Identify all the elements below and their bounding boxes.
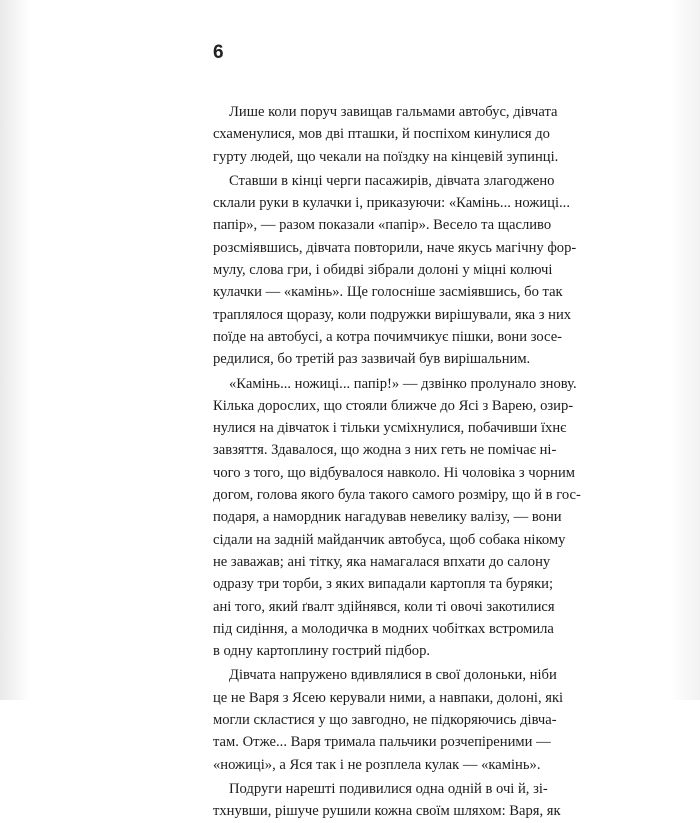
text-line: це не Варя з Ясею керували ними, а навпаки, долоні, які <box>213 689 564 706</box>
page-number: 6 <box>213 42 224 63</box>
text-line: схаменулися, мов дві пташки, й поспіхом кинулися до <box>213 126 550 143</box>
text-line: нулися на дівчаток і тільки усміхнулися, побачивши їхнє <box>213 420 567 437</box>
text-line: в одну картоплину гострий підбор. <box>213 643 431 660</box>
text-line: траплялося щоразу, коли подружки вирішували, яка з них <box>213 306 572 323</box>
text-line: догом, голова якого була такого самого розміру, що й в гос- <box>213 487 581 504</box>
text-line: чого з того, що відбувалося навколо. Ні чоловіка з чорним <box>213 464 576 481</box>
body-text <box>213 101 581 823</box>
text-line: під сидіння, а молодичка в модних чобітках встромила <box>213 620 554 637</box>
text-line: завзяття. Здавалося, що жодна з них геть не помічає ні- <box>213 442 557 459</box>
text-line: мулу, слова гри, і обидві зібрали долоні у міцні колючі <box>213 262 553 279</box>
text-line: папір», — разом показали «папір». Весело та щасливо <box>213 217 552 234</box>
text-line: тхнувши, рішуче рушили кожна своїм шляхом: Варя, як <box>213 803 561 820</box>
text-line: там. Отже... Варя тримала пальчики розчепіреними — <box>213 734 551 751</box>
text-line: одразу три торби, з яких випадали картопля та буряки; <box>213 576 554 593</box>
text-line: розсміявшись, дівчата повторили, наче якусь магічну фор- <box>213 239 577 256</box>
text-line: «Камінь... ножиці... папір!» — дзвінко пролунало знову. <box>229 375 577 392</box>
text-line: могли скластися у що завгодно, не підкоряючись дівча- <box>213 712 557 729</box>
text-line: гурту людей, що чекали на поїздку на кінцевій зупинці. <box>213 148 559 165</box>
text-line: Ставши в кінці черги пасажирів, дівчата злагоджено <box>229 172 555 189</box>
text-line: кулачки — «камінь». Ще голосніше засміявшись, бо так <box>213 284 563 301</box>
text-line: Кілька дорослих, що стояли ближче до Ясі з Варею, озир- <box>213 397 574 414</box>
text-line: Подруги нарешті подивилися одна одній в очі й, зі- <box>229 780 548 797</box>
text-line: не заважав; ані тітку, яка намагалася впхати до салону <box>213 553 551 570</box>
text-line: Дівчата напружено вдивлялися в свої долоньки, ніби <box>229 667 557 684</box>
text-line: Лише коли поруч завищав гальмами автобус, дівчата <box>229 104 558 120</box>
text-line: склали руки в кулачки і, приказуючи: «Камінь... ножиці... <box>213 195 570 212</box>
text-line: подаря, а намордник нагадував невелику валізу, — вони <box>213 509 562 526</box>
text-line: «ножиці», а Яся так і не розплела кулак — «камінь». <box>213 756 541 773</box>
text-line: поїде на автобусі, а котра почимчикує пішки, вони зосе- <box>213 328 563 345</box>
text-line: редилися, бо третій раз зазвичай був вирішальним. <box>213 351 531 368</box>
text-line: ані того, який ґвалт здійнявся, коли ті овочі закотилися <box>213 598 555 615</box>
text-line: сідали на задній майданчик автобуса, щоб собака нікому <box>213 531 566 548</box>
